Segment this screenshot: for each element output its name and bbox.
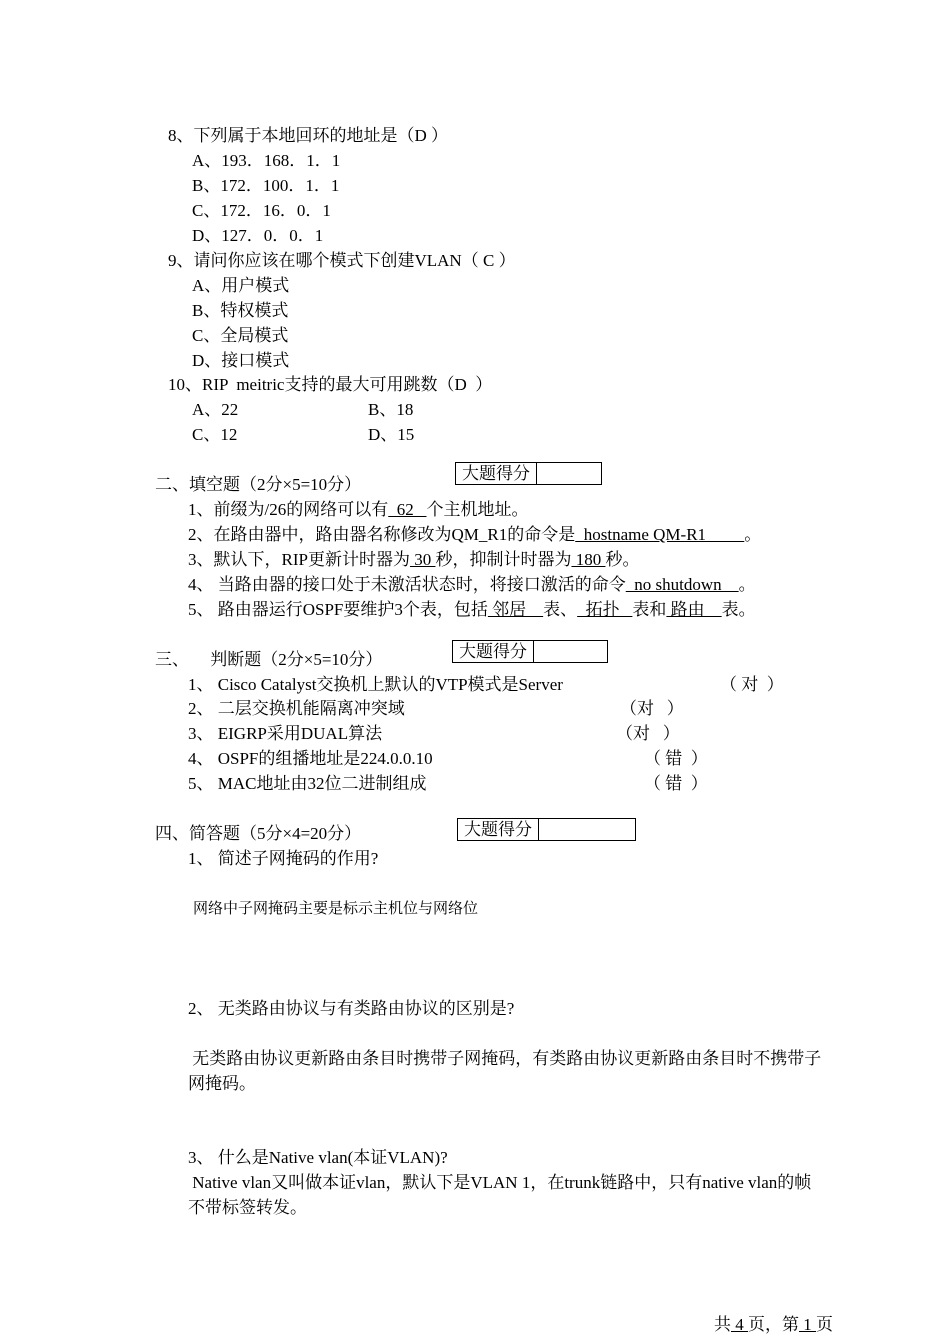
judge-answer: （对 ） xyxy=(620,699,684,718)
section-title: 四、简答题（5分×4=20分） xyxy=(155,824,362,843)
question-9-stem xyxy=(168,250,516,272)
fill-text: 表。 xyxy=(721,600,756,619)
short-answer-line: Native vlan又叫做本证vlan，默认下是VLAN 1，在trunk链路中，只有native vlan的帧 xyxy=(188,1173,812,1192)
option-item: B、172．100．1．1 xyxy=(192,176,340,195)
fill-text: 。 xyxy=(744,525,762,544)
section-title: 二、填空题（2分×5=10分） xyxy=(155,475,362,494)
footer-text: 页 xyxy=(816,1315,833,1334)
fill-answer: 30 xyxy=(409,550,436,569)
stem-text: 10、RIP meitric支持的最大可用跳数（ xyxy=(168,375,455,394)
option-item: B、特权模式 xyxy=(192,301,289,320)
fill-text: 表和 xyxy=(632,600,667,619)
stem-text: 8、下列属于本地回环的地址是（ xyxy=(168,126,415,145)
page-current: 1 xyxy=(799,1315,816,1334)
footer-text: 页，第 xyxy=(748,1315,799,1334)
judge-question: 5、 MAC地址由32位二进制组成 xyxy=(188,774,427,793)
short-answer: 网络中子网掩码主要是标示主机位与网络位 xyxy=(193,901,479,917)
fill-answer: 180 xyxy=(571,550,606,569)
fill-item-5 xyxy=(188,599,756,621)
option-item: B、18 xyxy=(368,400,414,419)
judge-question: 4、 OSPF的组播地址是224.0.0.10 xyxy=(188,749,433,768)
answer-text: C xyxy=(482,251,495,270)
judge-question: 3、 EIGRP采用DUAL算法 xyxy=(188,724,383,743)
fill-item-4 xyxy=(188,574,756,596)
fill-answer: 拓扑 xyxy=(577,600,633,619)
section-title: 三、 判断题（2分×5=10分） xyxy=(155,650,383,669)
option-item: A、用户模式 xyxy=(192,276,290,295)
fill-answer: 邻居 xyxy=(487,600,544,619)
fill-item-2 xyxy=(188,524,761,546)
page-total: 4 xyxy=(731,1315,748,1334)
judge-answer: （ 错 ） xyxy=(644,774,708,793)
stem-text: ） xyxy=(494,251,516,270)
score-label: 大题得分 xyxy=(453,641,534,662)
fill-text: 个主机地址。 xyxy=(426,500,529,519)
fill-item-1 xyxy=(188,499,528,521)
judge-answer: （对 ） xyxy=(616,724,680,743)
option-item: A、193．168．1．1 xyxy=(192,151,341,170)
stem-text: ） xyxy=(426,126,449,145)
score-value-cell xyxy=(537,463,601,484)
judge-answer: （ 对 ） xyxy=(720,675,784,694)
fill-answer: 路由 xyxy=(666,600,722,619)
score-box xyxy=(455,462,602,485)
fill-text: 秒。 xyxy=(605,550,640,569)
score-box xyxy=(457,818,636,841)
fill-text: 秒，抑制计时器为 xyxy=(435,550,572,569)
option-item: D、15 xyxy=(368,425,415,444)
short-question: 3、 什么是Native vlan(本证VLAN)? xyxy=(188,1148,448,1167)
fill-answer: 62 xyxy=(388,500,427,519)
fill-text: 。 xyxy=(738,575,756,594)
short-question: 2、 无类路由协议与有类路由协议的区别是? xyxy=(188,999,515,1018)
fill-text: 3、默认下，RIP更新计时器为 xyxy=(188,550,410,569)
footer-text: 共 xyxy=(714,1315,731,1334)
fill-text: 5、 路由器运行OSPF要维护3个表，包括 xyxy=(188,600,488,619)
fill-text: 4、 当路由器的接口处于未激活状态时，将接口激活的命令 xyxy=(188,575,626,594)
score-value-cell xyxy=(539,819,635,840)
short-answer-line: 不带标签转发。 xyxy=(188,1198,307,1217)
option-item: D、127．0．0．1 xyxy=(192,226,324,245)
short-answer-line: 网掩码。 xyxy=(188,1074,256,1093)
option-item: C、12 xyxy=(192,425,238,444)
judge-question: 2、 二层交换机能隔离冲突域 xyxy=(188,699,405,718)
answer-text: D xyxy=(414,126,427,145)
stem-text: ） xyxy=(466,375,493,394)
answer-text: D xyxy=(454,375,467,394)
score-label: 大题得分 xyxy=(456,463,537,484)
short-question: 1、 简述子网掩码的作用? xyxy=(188,849,379,868)
fill-answer: hostname QM-R1 xyxy=(575,525,745,544)
fill-answer: no shutdown xyxy=(625,575,739,594)
question-8-stem xyxy=(168,125,448,147)
fill-item-3 xyxy=(188,549,639,571)
fill-text: 1、前缀为/26的网络可以有 xyxy=(188,500,389,519)
score-box xyxy=(452,640,608,663)
stem-text: 9、请问你应该在哪个模式下创建VLAN（ xyxy=(168,251,483,270)
option-item: C、全局模式 xyxy=(192,326,289,345)
judge-answer: （ 错 ） xyxy=(644,749,708,768)
option-item: C、172．16．0．1 xyxy=(192,201,331,220)
judge-question: 1、 Cisco Catalyst交换机上默认的VTP模式是Server xyxy=(188,675,563,694)
option-item: D、接口模式 xyxy=(192,351,290,370)
fill-text: 2、在路由器中，路由器名称修改为QM_R1的命令是 xyxy=(188,525,576,544)
score-label: 大题得分 xyxy=(458,819,539,840)
fill-text: 表、 xyxy=(543,600,578,619)
question-10-stem xyxy=(168,374,492,396)
short-answer-line: 无类路由协议更新路由条目时携带子网掩码，有类路由协议更新路由条目时不携带子 xyxy=(188,1049,822,1068)
score-value-cell xyxy=(534,641,607,662)
page-footer xyxy=(714,1314,833,1336)
option-item: A、22 xyxy=(192,400,239,419)
